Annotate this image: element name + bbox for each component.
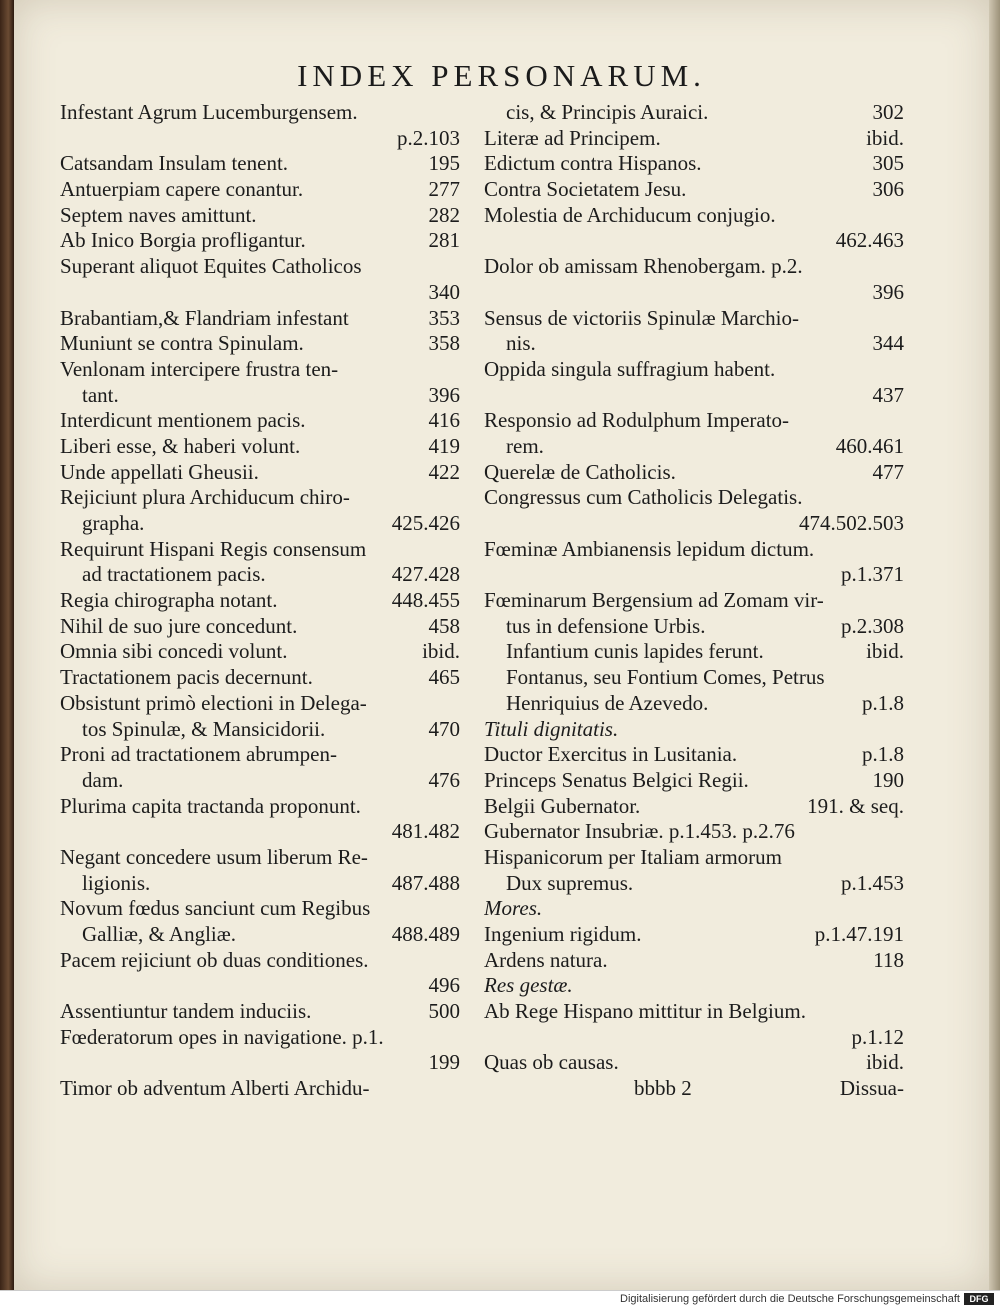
- entry-text: Regia chirographa notant.: [60, 588, 278, 613]
- entry-text: Timor ob adventum Alberti Archidu-: [60, 1076, 370, 1101]
- entry-page-ref: 195: [428, 151, 460, 176]
- entry-page-ref: 496: [428, 973, 460, 998]
- entry-text: Fœminarum Bergensium ad Zomam vir-: [484, 588, 824, 613]
- index-entry-line: [60, 331, 460, 357]
- index-entry-line: [484, 357, 904, 383]
- entry-text: Gubernator Insubriæ. p.1.453. p.2.76: [484, 819, 795, 844]
- entry-text: ad tractationem pacis.: [82, 562, 266, 587]
- entry-text: Infestant Agrum Lucemburgensem.: [60, 100, 358, 124]
- entry-page-ref: 458: [428, 613, 460, 638]
- index-entry-line: [60, 228, 460, 254]
- index-entry-line: [484, 845, 904, 871]
- index-entry-line: [60, 254, 460, 280]
- index-entry-line: [60, 614, 460, 640]
- entry-page-ref: p.1.8: [862, 742, 904, 767]
- entry-page-ref: ibid.: [866, 639, 904, 664]
- index-entry-line: [60, 845, 460, 871]
- entry-page-ref: ibid.: [866, 1050, 904, 1075]
- entry-text: Querelæ de Catholicis.: [484, 459, 676, 484]
- index-entry-line: [484, 639, 904, 665]
- index-entry-line: [60, 1025, 460, 1051]
- entry-page-ref: 416: [428, 408, 460, 433]
- entry-page-ref: 199: [428, 1050, 460, 1075]
- index-entry-line: [60, 151, 460, 177]
- entry-page-ref: 344: [872, 331, 904, 356]
- index-entry-line: [484, 280, 904, 306]
- index-entry-line: [484, 228, 904, 254]
- index-entry-line: [484, 460, 904, 486]
- entry-text: dam.: [82, 767, 124, 792]
- entry-text: Dolor ob amissam Rhenobergam. p.2.: [484, 254, 803, 279]
- index-entry-line: [60, 665, 460, 691]
- index-entry-line: [60, 485, 460, 511]
- index-entry-line: [484, 794, 904, 820]
- entry-page-ref: p.1.47.191: [814, 922, 904, 946]
- index-entry-line: [60, 511, 460, 537]
- index-entry-line: [484, 922, 904, 948]
- entry-text: Molestia de Archiducum conjugio.: [484, 202, 776, 227]
- entry-page-ref: 437: [872, 382, 904, 407]
- entry-text: Dux supremus.: [506, 870, 634, 895]
- entry-text: Assentiuntur tandem induciis.: [60, 999, 312, 1024]
- entry-page-ref: p.1.8: [862, 690, 904, 715]
- entry-page-ref: 427.428: [391, 562, 460, 587]
- entry-text: rem.: [506, 433, 544, 458]
- entry-text: Congressus cum Catholicis Delegatis.: [484, 485, 803, 510]
- index-entry-line: [60, 588, 460, 614]
- index-entry-line: [484, 588, 904, 614]
- index-entry-line: [484, 485, 904, 511]
- entry-page-ref: 396: [428, 382, 460, 407]
- entry-text: Fœderatorum opes in navigatione. p.1.: [60, 1024, 384, 1049]
- entry-text: Oppida singula suffragium habent.: [484, 356, 776, 381]
- index-entry-line: [60, 1050, 460, 1076]
- entry-page-ref: 477: [872, 459, 904, 484]
- entry-page-ref: 340: [428, 279, 460, 304]
- index-entry-line: [60, 537, 460, 563]
- entry-text: Brabantiam,& Flandriam infestant: [60, 305, 349, 330]
- entry-page-ref: 191. & seq.: [807, 793, 904, 818]
- entry-text: Belgii Gubernator.: [484, 793, 641, 818]
- footer-bar: [0, 1290, 1000, 1308]
- entry-text: bbbb 2: [634, 1076, 692, 1101]
- entry-page-ref: Dissua-: [839, 1076, 904, 1101]
- entry-text: Galliæ, & Angliæ.: [82, 922, 237, 946]
- index-entry-line: [484, 331, 904, 357]
- entry-text: Res gestæ.: [484, 973, 573, 998]
- index-entry-line: [60, 177, 460, 203]
- book-spine-edge: [0, 0, 14, 1292]
- entry-page-ref: 422: [428, 459, 460, 484]
- entry-text: Plurima capita tractanda proponunt.: [60, 793, 361, 818]
- index-entry-line: [484, 819, 904, 845]
- index-entry-line: [60, 973, 460, 999]
- index-entry-line: [60, 100, 460, 126]
- index-entry-line: [484, 177, 904, 203]
- index-entry-line: [484, 614, 904, 640]
- index-column-right: [484, 100, 904, 1102]
- entry-text: ligionis.: [82, 870, 151, 895]
- entry-text: Tractationem pacis decernunt.: [60, 665, 313, 690]
- entry-text: Ab Rege Hispano mittitur in Belgium.: [484, 999, 806, 1024]
- index-entry-line: [484, 100, 904, 126]
- index-entry-line: [60, 1076, 460, 1102]
- index-entry-line: [484, 717, 904, 743]
- index-entry-line: [60, 871, 460, 897]
- entry-page-ref: 118: [873, 947, 904, 972]
- entry-text: Hispanicorum per Italiam armorum: [484, 844, 782, 869]
- entry-text: Ductor Exercitus in Lusitania.: [484, 742, 738, 767]
- index-entry-line: [484, 203, 904, 229]
- entry-text: Muniunt se contra Spinulam.: [60, 331, 304, 356]
- index-entry-line: [484, 948, 904, 974]
- index-entry-line: [484, 151, 904, 177]
- index-entry-line: [484, 254, 904, 280]
- entry-text: Infantium cunis lapides ferunt.: [506, 639, 764, 664]
- entry-text: Negant concedere usum liberum Re-: [60, 844, 368, 869]
- index-entry-line: [60, 434, 460, 460]
- entry-text: Interdicunt mentionem pacis.: [60, 408, 306, 433]
- index-entry-line: [484, 1025, 904, 1051]
- entry-page-ref: 425.426: [391, 511, 460, 535]
- index-entry-line: [60, 203, 460, 229]
- index-entry-line: [484, 511, 904, 537]
- footer-credit: Digitalisierung gefördert durch die Deutsche Forschungsgemeinschaft: [620, 1293, 960, 1305]
- index-entry-line: [484, 1076, 904, 1102]
- index-entry-line: [60, 922, 460, 948]
- index-entry-line: [484, 871, 904, 897]
- entry-text: Rejiciunt plura Archiducum chiro-: [60, 485, 350, 510]
- entry-page-ref: 419: [428, 433, 460, 458]
- index-entry-line: [60, 306, 460, 332]
- entry-text: Superant aliquot Equites Catholicos: [60, 254, 362, 279]
- index-entry-line: [60, 639, 460, 665]
- index-entry-line: [484, 126, 904, 152]
- index-entry-line: [484, 434, 904, 460]
- entry-page-ref: 358: [428, 331, 460, 356]
- index-entry-line: [60, 408, 460, 434]
- entry-page-ref: 353: [428, 305, 460, 330]
- dfg-logo: DFG: [964, 1293, 994, 1305]
- entry-text: Edictum contra Hispanos.: [484, 151, 702, 176]
- entry-page-ref: 500: [428, 999, 460, 1024]
- entry-text: Ardens natura.: [484, 947, 608, 972]
- index-entry-line: [60, 948, 460, 974]
- entry-text: Unde appellati Gheusii.: [60, 459, 259, 484]
- entry-text: Ab Inico Borgia profligantur.: [60, 228, 306, 253]
- entry-page-ref: p.1.453: [841, 870, 904, 895]
- entry-text: Princeps Senatus Belgici Regii.: [484, 767, 749, 792]
- entry-page-ref: 470: [428, 716, 460, 741]
- entry-page-ref: 281: [428, 228, 460, 253]
- entry-text: Contra Societatem Jesu.: [484, 177, 687, 202]
- entry-page-ref: p.2.103: [397, 125, 460, 150]
- index-entry-line: [60, 383, 460, 409]
- entry-text: Sensus de victoriis Spinulæ Marchio-: [484, 305, 799, 330]
- index-entry-line: [60, 999, 460, 1025]
- entry-text: Fœminæ Ambianensis lepidum dictum.: [484, 536, 815, 561]
- entry-page-ref: ibid.: [422, 639, 460, 664]
- entry-page-ref: p.1.12: [851, 1024, 904, 1049]
- entry-page-ref: 396: [872, 279, 904, 304]
- entry-page-ref: 302: [872, 100, 904, 124]
- entry-text: Novum fœdus sanciunt cum Regibus: [60, 896, 371, 921]
- index-entry-line: [484, 383, 904, 409]
- entry-page-ref: p.1.371: [841, 562, 904, 587]
- index-entry-line: [484, 562, 904, 588]
- entry-text: Antuerpiam capere conantur.: [60, 177, 304, 202]
- index-entry-line: [60, 742, 460, 768]
- entry-page-ref: 474.502.503: [799, 511, 904, 535]
- index-column-left: [60, 100, 460, 1102]
- index-entry-line: [484, 537, 904, 563]
- entry-text: Pacem rejiciunt ob duas conditiones.: [60, 947, 369, 972]
- entry-text: Obsistunt primò electioni in Delega-: [60, 690, 367, 715]
- entry-page-ref: 190: [872, 767, 904, 792]
- entry-page-ref: 305: [872, 151, 904, 176]
- entry-page-ref: 462.463: [835, 228, 904, 253]
- entry-text: tant.: [82, 382, 119, 407]
- entry-page-ref: p.2.308: [841, 613, 904, 638]
- entry-text: Liberi esse, & haberi volunt.: [60, 433, 301, 458]
- entry-text: Ingenium rigidum.: [484, 922, 642, 946]
- index-entry-line: [484, 306, 904, 332]
- entry-page-ref: 460.461: [835, 433, 904, 458]
- index-entry-line: [484, 665, 904, 691]
- entry-text: Proni ad tractationem abrumpen-: [60, 742, 337, 767]
- page-header: INDEX PERSONARUM.: [297, 58, 706, 93]
- entry-text: grapha.: [82, 511, 145, 535]
- entry-page-ref: 488.489: [391, 922, 460, 946]
- entry-text: Fontanus, seu Fontium Comes, Petrus: [506, 665, 825, 690]
- index-entry-line: [484, 691, 904, 717]
- entry-text: tus in defensione Urbis.: [506, 613, 706, 638]
- index-entry-line: [60, 357, 460, 383]
- entry-page-ref: ibid.: [866, 125, 904, 150]
- entry-text: Venlonam intercipere frustra ten-: [60, 356, 339, 381]
- index-entry-line: [60, 768, 460, 794]
- index-entry-line: [484, 742, 904, 768]
- index-entry-line: [60, 460, 460, 486]
- index-entry-line: [60, 896, 460, 922]
- index-entry-line: [484, 973, 904, 999]
- index-entry-line: [60, 562, 460, 588]
- entry-page-ref: 448.455: [391, 588, 460, 613]
- entry-page-ref: 476: [428, 767, 460, 792]
- index-entry-line: [60, 717, 460, 743]
- entry-text: cis, & Principis Auraici.: [506, 100, 709, 124]
- entry-page-ref: 481.482: [391, 819, 460, 844]
- index-entry-line: [60, 794, 460, 820]
- index-entry-line: [60, 280, 460, 306]
- entry-text: Omnia sibi concedi volunt.: [60, 639, 288, 664]
- index-entry-line: [60, 819, 460, 845]
- index-entry-line: [484, 1050, 904, 1076]
- entry-text: Henriquius de Azevedo.: [506, 690, 709, 715]
- entry-page-ref: 277: [428, 177, 460, 202]
- entry-text: Responsio ad Rodulphum Imperato-: [484, 408, 790, 433]
- index-entry-line: [484, 408, 904, 434]
- index-entry-line: [484, 896, 904, 922]
- index-entry-line: [484, 999, 904, 1025]
- entry-page-ref: 487.488: [391, 870, 460, 895]
- entry-text: Quas ob causas.: [484, 1050, 619, 1075]
- entry-text: tos Spinulæ, & Mansicidorii.: [82, 716, 326, 741]
- entry-text: Literæ ad Principem.: [484, 125, 661, 150]
- entry-text: Requirunt Hispani Regis consensum: [60, 536, 367, 561]
- entry-text: nis.: [506, 331, 536, 356]
- page-edge-shadow: [989, 0, 1000, 1290]
- entry-text: Septem naves amittunt.: [60, 202, 257, 227]
- entry-text: Nihil de suo jure concedunt.: [60, 613, 298, 638]
- index-entry-line: [60, 126, 460, 152]
- entry-text: Catsandam Insulam tenent.: [60, 151, 289, 176]
- index-entry-line: [484, 768, 904, 794]
- entry-page-ref: 282: [428, 202, 460, 227]
- index-entry-line: [60, 691, 460, 717]
- entry-text: Tituli dignitatis.: [484, 716, 619, 741]
- entry-text: Mores.: [484, 896, 543, 921]
- entry-page-ref: 306: [872, 177, 904, 202]
- entry-page-ref: 465: [428, 665, 460, 690]
